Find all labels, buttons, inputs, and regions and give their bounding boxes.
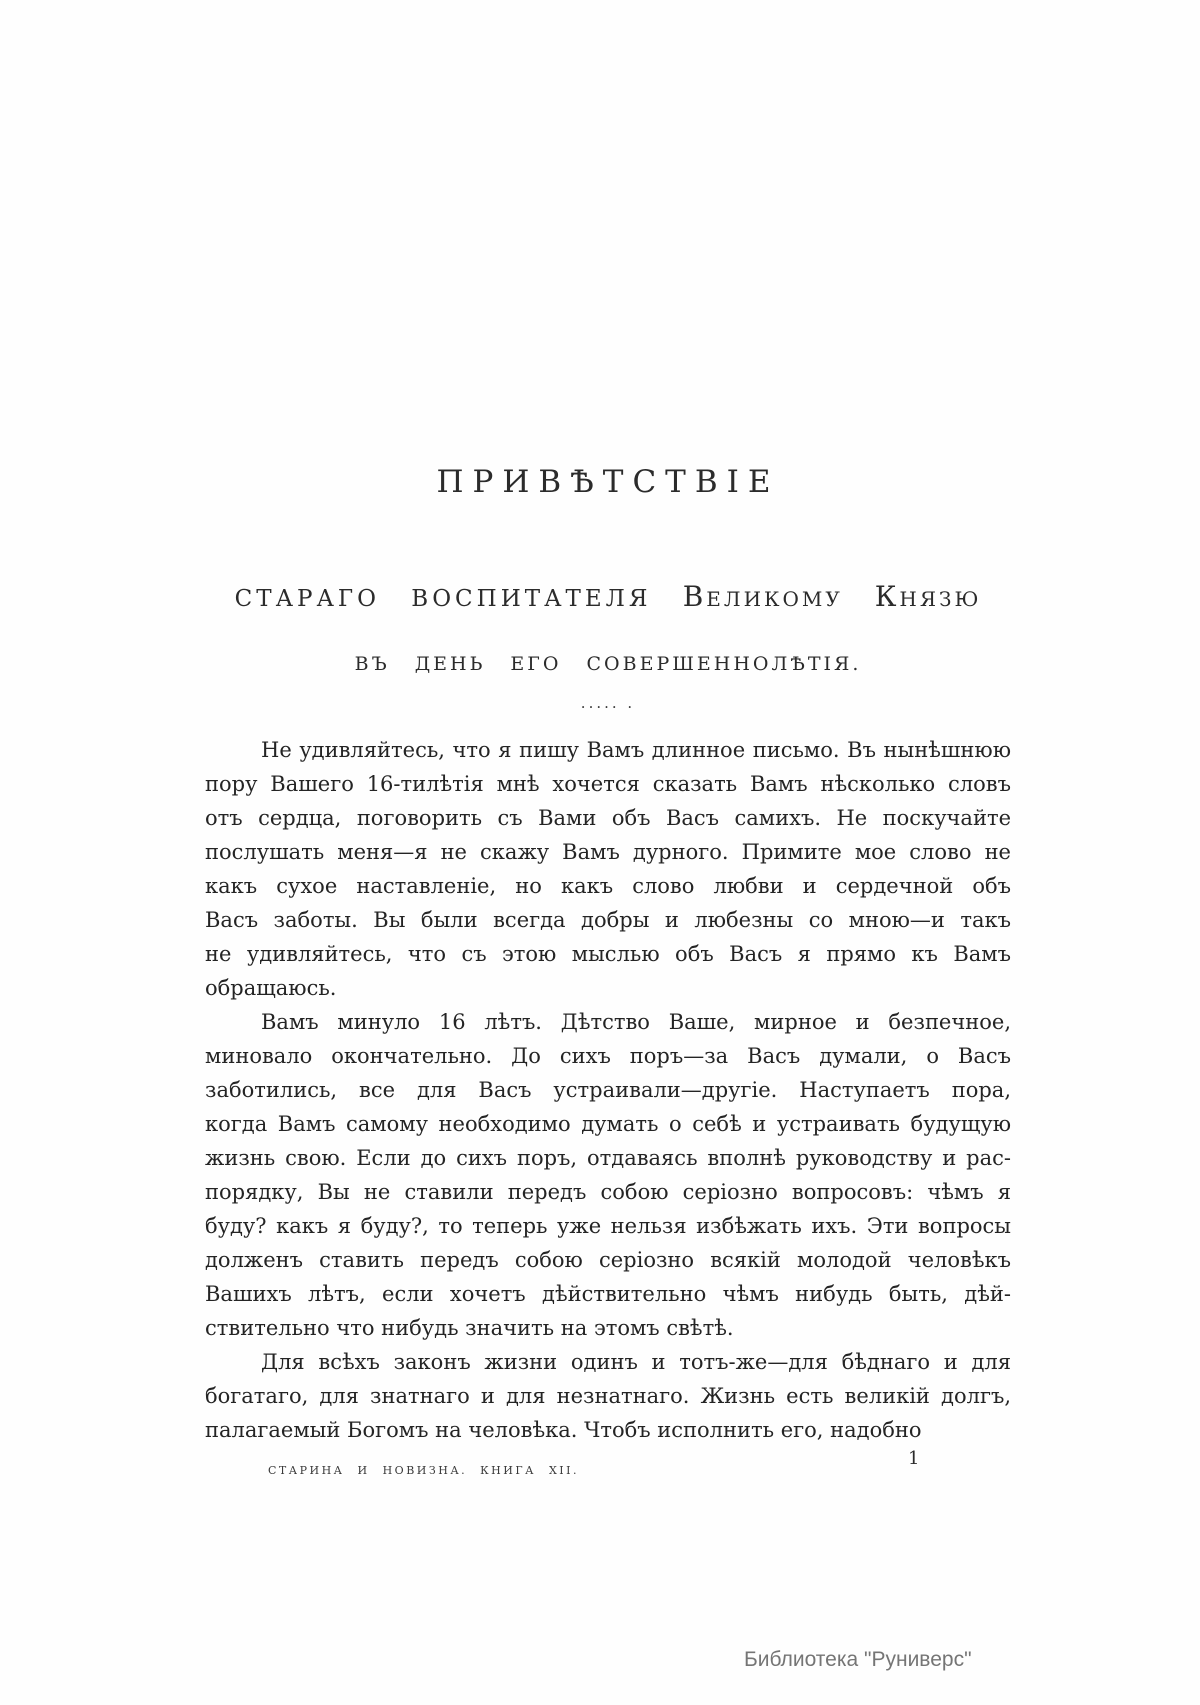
subtitle-emphasis: Великому Князю <box>682 580 982 613</box>
text-line: буду? какъ я буду?, то теперь уже нельзя избѣжать ихъ. Эти вопросы <box>205 1214 1011 1238</box>
text-line: послушать меня—я не скажу Вамъ дурного. Примите мое слово не <box>205 840 1011 864</box>
text-line: миновало окончательно. До сихъ поръ—за Васъ думали, о Васъ <box>205 1044 1011 1068</box>
text-line: богатаго, для знатнаго и для незнатнаго. Жизнь есть великій долгъ, <box>205 1384 1011 1408</box>
page-number: 1 <box>908 1448 920 1469</box>
page-title: ПРИВѢТСТВІЕ <box>436 464 780 500</box>
paragraph <box>205 1005 1011 1345</box>
text-line: заботились, все для Васъ устраивали—другіе. Наступаетъ пора, <box>205 1078 1011 1102</box>
text-line: какъ сухое наставленіе, но какъ слово любви и сердечной объ <box>205 874 1011 898</box>
body-text <box>205 733 1011 1447</box>
section-divider: ····· · <box>580 698 636 716</box>
text-line: отъ сердца, поговорить съ Вами объ Васъ самихъ. Не поскучайте <box>205 806 1011 830</box>
text-block <box>205 0 1011 1705</box>
text-line: когда Вамъ самому необходимо думать о себѣ и устраивать будущую <box>205 1112 1011 1136</box>
text-line: Вашихъ лѣтъ, если хочетъ дѣйствительно чѣмъ нибудь быть, дѣй- <box>205 1282 1011 1306</box>
library-watermark: Библиотека "Руниверс" <box>744 1648 972 1671</box>
text-line: Васъ заботы. Вы были всегда добры и любезны со мною—и такъ <box>205 908 1011 932</box>
text-line: порядку, Вы не ставили передъ собою серіозно вопросовъ: чѣмъ я <box>205 1180 1011 1204</box>
text-line: Не удивляйтесь, что я пишу Вамъ длинное письмо. Въ нынѣшнюю <box>261 738 1011 762</box>
text-line: обращаюсь. <box>205 976 337 1000</box>
text-line: долженъ ставить передъ собою серіозно всякій молодой человѣкъ <box>205 1248 1011 1272</box>
footer-journal-title: СТАРИНА И НОВИЗНА. КНИГА XII. <box>268 1464 579 1477</box>
text-line: палагаемый Богомъ на человѣка. Чтобъ исполнить его, надобно <box>205 1418 922 1442</box>
text-line: пору Вашего 16-тилѣтія мнѣ хочется сказать Вамъ нѣсколько словъ <box>205 772 1011 796</box>
text-line: Для всѣхъ законъ жизни одинъ и тотъ-же—для бѣднаго и для <box>261 1350 1011 1374</box>
text-line: Вамъ минуло 16 лѣтъ. Дѣтство Ваше, мирное и безпечное, <box>261 1010 1011 1034</box>
subtitle-plain: СТАРАГО ВОСПИТАТЕЛЯ <box>234 586 652 612</box>
text-line: жизнь свою. Если до сихъ поръ, отдаваясь вполнѣ руководству и рас- <box>205 1146 1011 1170</box>
subtitle <box>205 580 1011 613</box>
paragraph <box>205 1345 1011 1447</box>
dedication-line: ВЪ ДЕНЬ ЕГО СОВЕРШЕННОЛѢТІЯ. <box>354 653 862 675</box>
text-line: не удивляйтесь, что съ этою мыслью объ Васъ я прямо къ Вамъ <box>205 942 1011 966</box>
text-line: ствительно что нибудь значить на этомъ свѣтѣ. <box>205 1316 734 1340</box>
paragraph <box>205 733 1011 1005</box>
